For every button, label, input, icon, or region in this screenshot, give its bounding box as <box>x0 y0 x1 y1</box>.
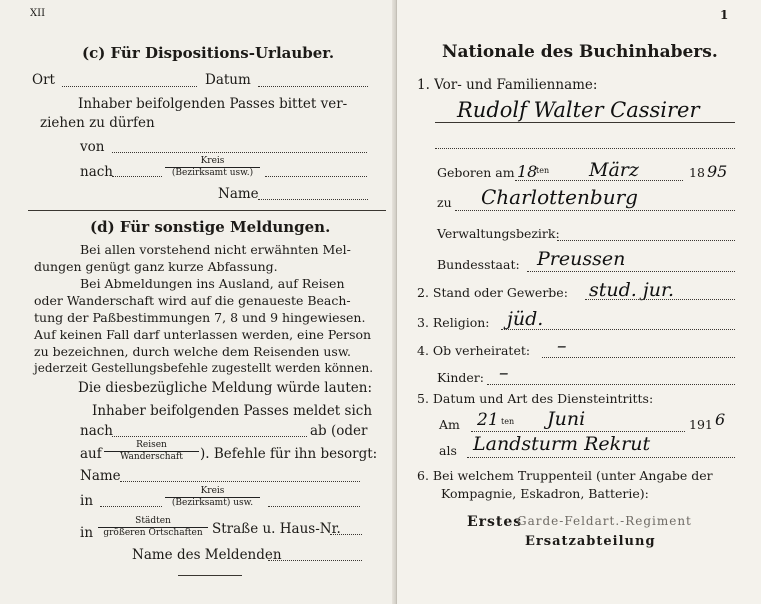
ort-line <box>62 86 197 87</box>
meldung-text: Die diesbezügliche Meldung würde lauten: <box>78 380 372 396</box>
stamp-erstes: Erstes <box>467 514 523 530</box>
nach-line-d <box>112 436 307 437</box>
right-page <box>397 0 761 604</box>
name-label-c: Name <box>218 186 259 202</box>
bezirksamt-label: (Bezirksamt usw.) <box>171 168 254 178</box>
section-c-line2: ziehen zu dürfen <box>40 115 155 131</box>
kreis-line-d <box>268 506 360 507</box>
geboren-label: Geboren am <box>437 165 515 180</box>
religion-label: 3. Religion: <box>417 315 490 330</box>
verwaltungsbezirk-label: Verwaltungsbezirk: <box>437 226 560 241</box>
para-line-8: jederzeit Gestellungsbefehle zugestellt werden können. <box>34 361 374 375</box>
in-line <box>100 506 162 507</box>
als-value: Landsturm Rekrut <box>473 433 651 455</box>
von-label: von <box>80 139 105 155</box>
year-prefix: 18 <box>689 165 705 180</box>
geboren-month: März <box>589 159 639 181</box>
bezirksamt-label-d: (Bezirksamt) usw. <box>171 498 254 508</box>
religion-line <box>501 329 735 330</box>
closing-rule <box>178 575 242 576</box>
datum-label: Datum <box>205 72 251 88</box>
ort-label: Ort <box>32 72 55 88</box>
year-suffix: 95 <box>707 162 728 181</box>
year2-suffix: 6 <box>715 410 726 429</box>
nach-label: nach <box>80 164 113 180</box>
para-line-6: Auf keinen Fall darf unterlassen werden, eine Person <box>34 327 372 342</box>
am-day: 21 <box>477 410 499 430</box>
bundesstaat-label: Bundesstaat: <box>437 257 520 272</box>
kreis-fraction <box>165 156 260 179</box>
truppenteil-line1: 6. Bei welchem Truppenteil (unter Angabe der <box>417 468 713 483</box>
birthplace-value: Charlottenburg <box>481 185 638 209</box>
page-number-left: XII <box>30 8 46 19</box>
inhaber-text: Inhaber beifolgenden Passes meldet sich <box>92 403 373 419</box>
kreis-label-d: Kreis <box>165 486 260 498</box>
in-label: in <box>80 493 94 509</box>
religion-value: jüd. <box>507 308 544 330</box>
year2-prefix: 191 <box>689 417 713 432</box>
am-ten: ten <box>501 417 515 426</box>
als-line <box>467 457 735 458</box>
bundesstaat-value: Preussen <box>537 248 626 270</box>
von-line <box>112 152 367 153</box>
truppenteil-line2: Kompagnie, Eskadron, Batterie): <box>441 486 649 501</box>
verheiratet-line <box>542 357 735 358</box>
name-meldenden: Name des Meldenden <box>132 547 282 563</box>
geboren-ten: ten <box>536 166 550 175</box>
staedten-fraction <box>98 516 208 539</box>
stand-value: stud. jur. <box>589 279 675 301</box>
kreis-label: Kreis <box>165 156 260 168</box>
kreis-line <box>265 176 367 177</box>
datum-art-label: 5. Datum und Art des Diensteintritts: <box>417 391 654 406</box>
meldenden-line <box>268 560 362 561</box>
stand-line <box>585 299 735 300</box>
strasse-line <box>330 534 362 535</box>
befehle-text: ). Befehle für ihn besorgt: <box>200 446 378 462</box>
reisen-fraction <box>104 440 199 463</box>
nach-line <box>112 176 162 177</box>
verheiratet-value: – <box>557 335 567 357</box>
als-label: als <box>439 443 457 458</box>
reisen-label: Reisen <box>104 440 199 452</box>
para-line-7: zu bezeichnen, durch welche dem Reisenden usw. <box>34 344 352 359</box>
name-line-d <box>120 481 360 482</box>
datum-line <box>258 86 368 87</box>
zu-line <box>455 210 735 211</box>
auf-label: auf <box>80 446 102 462</box>
wanderschaft-label: Wanderschaft <box>120 452 183 462</box>
stamp-rest: Garde-Feldart.-Regiment <box>517 514 692 528</box>
section-d-title: (d) Für sonstige Meldungen. <box>90 218 331 236</box>
name-line-c <box>258 199 368 200</box>
verwaltungsbezirk-line <box>557 240 735 241</box>
stand-label: 2. Stand oder Gewerbe: <box>417 285 568 300</box>
in-label-2: in <box>80 525 94 541</box>
para-line-2: dungen genügt ganz kurze Abfassung. <box>34 259 278 274</box>
para-line-3: Bei Abmeldungen ins Ausland, auf Reisen <box>80 276 345 291</box>
section-divider <box>28 210 386 211</box>
stamp-ersatz: Ersatzabteilung <box>525 534 656 549</box>
verheiratet-label: 4. Ob verheiratet: <box>417 343 531 358</box>
para-line-5: tung der Paßbestimmungen 7, 8 und 9 hingewiesen. <box>34 310 366 325</box>
zu-label: zu <box>437 195 452 210</box>
geboren-day: 18 <box>517 162 538 181</box>
vor-familienname-label: 1. Vor- und Familienname: <box>417 77 598 93</box>
kreis-fraction-d <box>165 486 260 509</box>
para-line-4: oder Wanderschaft wird auf die genaueste Beach- <box>34 293 351 308</box>
geboren-line <box>515 180 683 181</box>
para-line-1: Bei allen vorstehend nicht erwähnten Mel- <box>80 242 351 257</box>
name-line <box>435 122 735 123</box>
am-line <box>471 431 685 432</box>
section-c-line1: Inhaber beifolgenden Passes bittet ver- <box>78 96 348 112</box>
staedten-label: Städten <box>98 516 208 528</box>
name-value: Rudolf Walter Cassirer <box>457 98 700 122</box>
am-month: Juni <box>547 408 586 430</box>
kinder-value: – <box>499 362 509 384</box>
nach-label-d: nach <box>80 423 113 439</box>
kinder-label: Kinder: <box>437 370 484 385</box>
right-title: Nationale des Buchinhabers. <box>442 42 718 62</box>
page-number-right: 1 <box>720 8 729 22</box>
kinder-line <box>487 384 735 385</box>
section-c-title: (c) Für Dispositions-Urlauber. <box>82 44 335 62</box>
bundesstaat-line <box>527 271 735 272</box>
strasse-text: Straße u. Haus-Nr. <box>212 521 341 537</box>
name-label-d: Name <box>80 468 121 484</box>
name-line-2 <box>435 148 735 149</box>
am-label: Am <box>439 417 460 432</box>
ab-oder-text: ab (oder <box>310 423 368 439</box>
groesseren-label: größeren Ortschaften <box>103 528 203 538</box>
